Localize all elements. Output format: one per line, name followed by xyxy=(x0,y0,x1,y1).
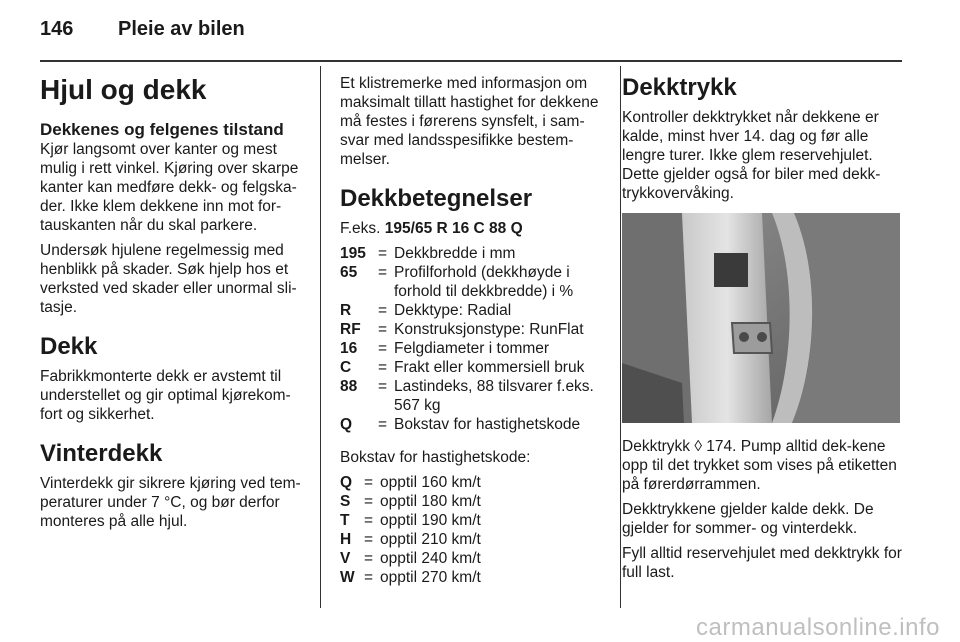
definition-row xyxy=(340,358,606,377)
paragraph-kjor-langsomt: Kjør langsomt over kanter og mest mulig i rett vinkel. Kjøring over skarpe kanter kan medføre dekk- og felgska-der. Ikke klem dekkene inn mot for-tauskanten når du skal parkere. xyxy=(40,141,299,234)
equals-sign: = xyxy=(378,264,388,281)
speed-value: opptil 160 km/t xyxy=(380,474,481,491)
paragraph-reservehjul: Fyll alltid reservehjulet med dekktrykk for full last. xyxy=(622,545,902,581)
paragraph-vinterdekk: Vinterdekk gir sikrere kjøring ved tem-peraturer under 7 °C, og bør derfor monteres på alle hjul. xyxy=(40,475,301,530)
watermark: carmanualsonline.info xyxy=(696,614,940,641)
speed-row xyxy=(340,568,606,587)
heading-dekktrykk: Dekktrykk xyxy=(622,74,737,101)
equals-sign: = xyxy=(364,474,374,491)
speed-intro: Bokstav for hastighetskode: xyxy=(340,449,531,466)
heading-vinterdekk: Vinterdekk xyxy=(40,440,163,467)
example-code: 195/65 R 16 C 88 Q xyxy=(384,220,523,237)
equals-sign: = xyxy=(378,416,388,433)
speed-code-list xyxy=(340,473,606,587)
definition-key: 65 xyxy=(340,264,358,281)
definition-row xyxy=(340,415,606,434)
speed-key: V xyxy=(340,550,351,567)
definition-row xyxy=(340,263,606,301)
speed-value: opptil 180 km/t xyxy=(380,493,481,510)
definition-key: 195 xyxy=(340,245,366,262)
paragraph-kalde-dekk: Dekktrykkene gjelder kalde dekk. De gjelder for sommer- og vinterdekk. xyxy=(622,501,874,537)
equals-sign: = xyxy=(364,569,374,586)
speed-value: opptil 240 km/t xyxy=(380,550,481,567)
paragraph-dekk: Fabrikkmonterte dekk er avstemt til understellet og gir optimal kjørekom-fort og sikkerhet. xyxy=(40,368,291,423)
speed-row xyxy=(340,473,606,492)
definition-list xyxy=(340,244,606,434)
equals-sign: = xyxy=(378,321,388,338)
door-frame-photo xyxy=(622,213,900,423)
equals-sign: = xyxy=(364,493,374,510)
column-divider-1 xyxy=(320,66,321,608)
equals-sign: = xyxy=(378,378,388,395)
heading-dekk: Dekk xyxy=(40,333,98,360)
speed-row xyxy=(340,530,606,549)
header-rule xyxy=(40,60,902,62)
paragraph-kontroller: Kontroller dekktrykket når dekkene er kalde, minst hver 14. dag og før alle lengre turer. Ikke glem reservehjulet. Dette gjelder også for biler med dekk-trykkovervåking. xyxy=(622,109,881,202)
definition-row xyxy=(340,301,606,320)
speed-key: S xyxy=(340,493,351,510)
equals-sign: = xyxy=(364,550,374,567)
subheading-tilstand: Dekkenes og felgenes tilstand xyxy=(40,120,284,139)
definition-key: Q xyxy=(340,416,353,433)
column-2 xyxy=(340,74,606,601)
definition-value: Dekkbredde i mm xyxy=(394,245,516,262)
equals-sign: = xyxy=(364,512,374,529)
definition-value: Konstruksjonstype: RunFlat xyxy=(394,321,584,338)
speed-row xyxy=(340,492,606,511)
speed-row xyxy=(340,511,606,530)
paragraph-dekktrykk-ref: Dekktrykk ◊ 174. Pump alltid dek-kene opp til det trykket som vises på etiketten på førerdørrammen. xyxy=(622,438,897,493)
example-line xyxy=(340,219,606,238)
definition-key: 88 xyxy=(340,378,358,395)
definition-key: RF xyxy=(340,321,361,338)
page-number: 146 xyxy=(40,18,74,40)
definition-value: Dekktype: Radial xyxy=(394,302,512,319)
speed-row xyxy=(340,549,606,568)
definition-key: C xyxy=(340,359,352,376)
definition-row xyxy=(340,377,606,415)
definition-value: Felgdiameter i tommer xyxy=(394,340,550,357)
speed-value: opptil 190 km/t xyxy=(380,512,481,529)
paragraph-klistremerke: Et klistremerke med informasjon om maksimalt tillatt hastighet for dekkene må festes i førerens synsfelt, i sam-svar med landsspesifikke bestem-melser. xyxy=(340,75,599,168)
definition-value: Lastindeks, 88 tilsvarer f.eks. 567 kg xyxy=(394,378,594,414)
equals-sign: = xyxy=(378,245,388,262)
chapter-title: Pleie av bilen xyxy=(118,18,245,40)
definition-row xyxy=(340,244,606,263)
column-3 xyxy=(622,74,902,588)
equals-sign: = xyxy=(378,359,388,376)
speed-value: opptil 270 km/t xyxy=(380,569,481,586)
definition-value: Frakt eller kommersiell bruk xyxy=(394,359,585,376)
definition-row xyxy=(340,339,606,358)
heading-dekkbetegnelser: Dekkbetegnelser xyxy=(340,185,533,212)
section-heading-hjul-og-dekk: Hjul og dekk xyxy=(40,74,207,105)
definition-key: 16 xyxy=(340,340,358,357)
column-1 xyxy=(40,74,306,537)
definition-value: Profilforhold (dekkhøyde i forhold til dekkbredde) i % xyxy=(394,264,574,300)
definition-key: R xyxy=(340,302,352,319)
speed-key: H xyxy=(340,531,352,548)
speed-value: opptil 210 km/t xyxy=(380,531,481,548)
column-divider-2 xyxy=(620,66,621,608)
definition-value: Bokstav for hastighetskode xyxy=(394,416,581,433)
speed-key: W xyxy=(340,569,355,586)
speed-key: T xyxy=(340,512,350,529)
example-prefix: F.eks. xyxy=(340,220,381,237)
paragraph-undersok: Undersøk hjulene regelmessig med henblikk på skader. Søk hjelp hos et verksted ved skader eller unormal sli-tasje. xyxy=(40,242,297,316)
definition-row xyxy=(340,320,606,339)
equals-sign: = xyxy=(364,531,374,548)
equals-sign: = xyxy=(378,340,388,357)
equals-sign: = xyxy=(378,302,388,319)
speed-key: Q xyxy=(340,474,353,491)
